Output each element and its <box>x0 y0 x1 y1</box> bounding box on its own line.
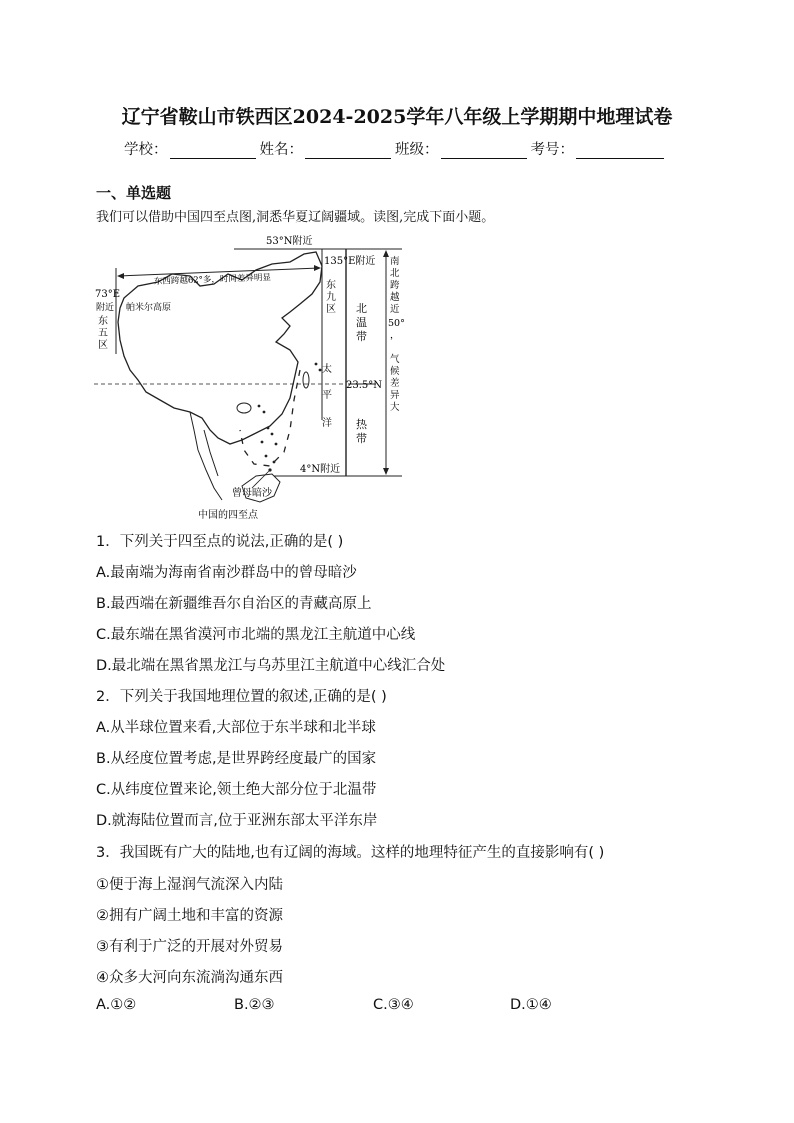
svg-text:北: 北 <box>356 302 367 315</box>
question-3-option-d[interactable]: D.①④ <box>510 997 552 1013</box>
label-zone-west <box>98 314 108 351</box>
school-blank[interactable] <box>170 144 256 159</box>
label-lon-west: 73°E <box>95 289 121 300</box>
question-2-option-b[interactable]: B.从经度位置考虑,是世界跨经度最广的国家 <box>96 751 377 767</box>
svg-text:带: 带 <box>356 432 367 445</box>
peninsula-outline <box>190 412 222 500</box>
name-label: 姓名： <box>259 142 303 158</box>
svg-text:跨: 跨 <box>390 280 400 291</box>
svg-text:东: 东 <box>98 316 108 327</box>
question-1-option-b[interactable]: B.最西端在新疆维吾尔自治区的青藏高原上 <box>96 596 372 612</box>
label-span-ns <box>388 255 405 413</box>
question-2-option-c[interactable]: C.从纬度位置来论,领土绝大部分位于北温带 <box>96 782 377 798</box>
label-pacific <box>322 362 332 429</box>
svg-text:差: 差 <box>390 378 400 389</box>
svg-text:五: 五 <box>98 328 108 339</box>
question-3-statement-3: ③有利于广泛的开展对外贸易 <box>96 939 283 955</box>
svg-text:平: 平 <box>322 390 332 401</box>
exam-title: 辽宁省鞍山市铁西区2024-2025学年八年级上学期期中地理试卷 <box>121 106 673 128</box>
svg-text:太: 太 <box>322 364 332 375</box>
svg-text:大: 大 <box>390 402 400 413</box>
svg-text:50°: 50° <box>388 318 405 329</box>
svg-text:九: 九 <box>326 292 336 303</box>
question-1-option-d[interactable]: D.最北端在黑省黑龙江与乌苏里江主航道中心线汇合处 <box>96 658 446 674</box>
label-zengmu: 曾母暗沙 <box>232 488 272 499</box>
question-1-option-a[interactable]: A.最南端为海南省南沙群岛中的曾母暗沙 <box>96 565 357 581</box>
question-2-option-a[interactable]: A.从半球位置来看,大部位于东半球和北半球 <box>96 720 376 736</box>
question-3-statement-2: ②拥有广阔土地和丰富的资源 <box>96 908 283 924</box>
label-north-temperate <box>356 302 367 343</box>
label-zone-east <box>326 278 336 315</box>
student-info-row <box>124 138 668 159</box>
question-3-option-b[interactable]: B.②③ <box>234 997 275 1013</box>
svg-text:越: 越 <box>390 292 400 303</box>
svg-text:，: ， <box>390 330 400 341</box>
label-tropical <box>356 417 368 445</box>
label-plateau: 帕米尔高原 <box>126 303 172 313</box>
svg-text:东: 东 <box>326 280 336 291</box>
class-blank[interactable] <box>441 144 527 159</box>
question-1-option-c[interactable]: C.最东端在黑省漠河市北端的黑龙江主航道中心线 <box>96 627 416 643</box>
svg-text:区: 区 <box>326 304 336 315</box>
question-3-stem: 3．我国既有广大的陆地,也有辽阔的海域。这样的地理特征产生的直接影响有( ) <box>96 845 605 861</box>
question-3-statement-1: ①便于海上湿润气流深入内陆 <box>96 877 283 893</box>
question-2-option-d[interactable]: D.就海陆位置而言,位于亚洲东部太平洋东岸 <box>96 813 378 829</box>
name-blank[interactable] <box>305 144 391 159</box>
map-caption: 中国的四至点 <box>198 510 258 521</box>
label-lat-north: 53°N附近 <box>266 236 313 247</box>
number-label: 考号： <box>530 142 574 158</box>
intro-text: 我们可以借助中国四至点图,洞悉华夏辽阔疆域。读图,完成下面小题。 <box>96 210 495 225</box>
svg-text:热: 热 <box>356 418 367 431</box>
school-label: 学校： <box>124 142 168 158</box>
question-3-option-c[interactable]: C.③④ <box>373 997 414 1013</box>
section-heading: 一、单选题 <box>96 184 172 202</box>
svg-text:区: 区 <box>98 340 108 351</box>
svg-text:带: 带 <box>356 330 367 343</box>
label-lon-east: 135°E附近 <box>324 256 376 267</box>
svg-text:候: 候 <box>390 366 400 377</box>
svg-text:北: 北 <box>390 268 400 279</box>
question-3-option-a[interactable]: A.①② <box>96 997 137 1013</box>
label-span-ew: 东西跨越62°多，时间差异明显 <box>153 272 272 287</box>
china-extreme-points-map <box>94 230 414 526</box>
svg-text:温: 温 <box>356 316 367 329</box>
label-lat-south: 4°N附近 <box>300 464 341 475</box>
svg-text:洋: 洋 <box>322 418 332 429</box>
label-lon-west-2: 附近 <box>96 303 115 313</box>
svg-text:南: 南 <box>390 256 400 267</box>
svg-text:气: 气 <box>390 354 400 365</box>
svg-text:近: 近 <box>390 304 400 315</box>
question-3-statement-4: ④众多大河向东流淌沟通东西 <box>96 970 283 986</box>
label-tropic: 23.5°N <box>346 380 383 391</box>
class-label: 班级： <box>395 142 439 158</box>
question-1-stem: 1．下列关于四至点的说法,正确的是( ) <box>96 534 344 550</box>
svg-text:异: 异 <box>390 390 400 401</box>
number-blank[interactable] <box>576 144 664 159</box>
question-2-stem: 2．下列关于我国地理位置的叙述,正确的是( ) <box>96 689 387 705</box>
